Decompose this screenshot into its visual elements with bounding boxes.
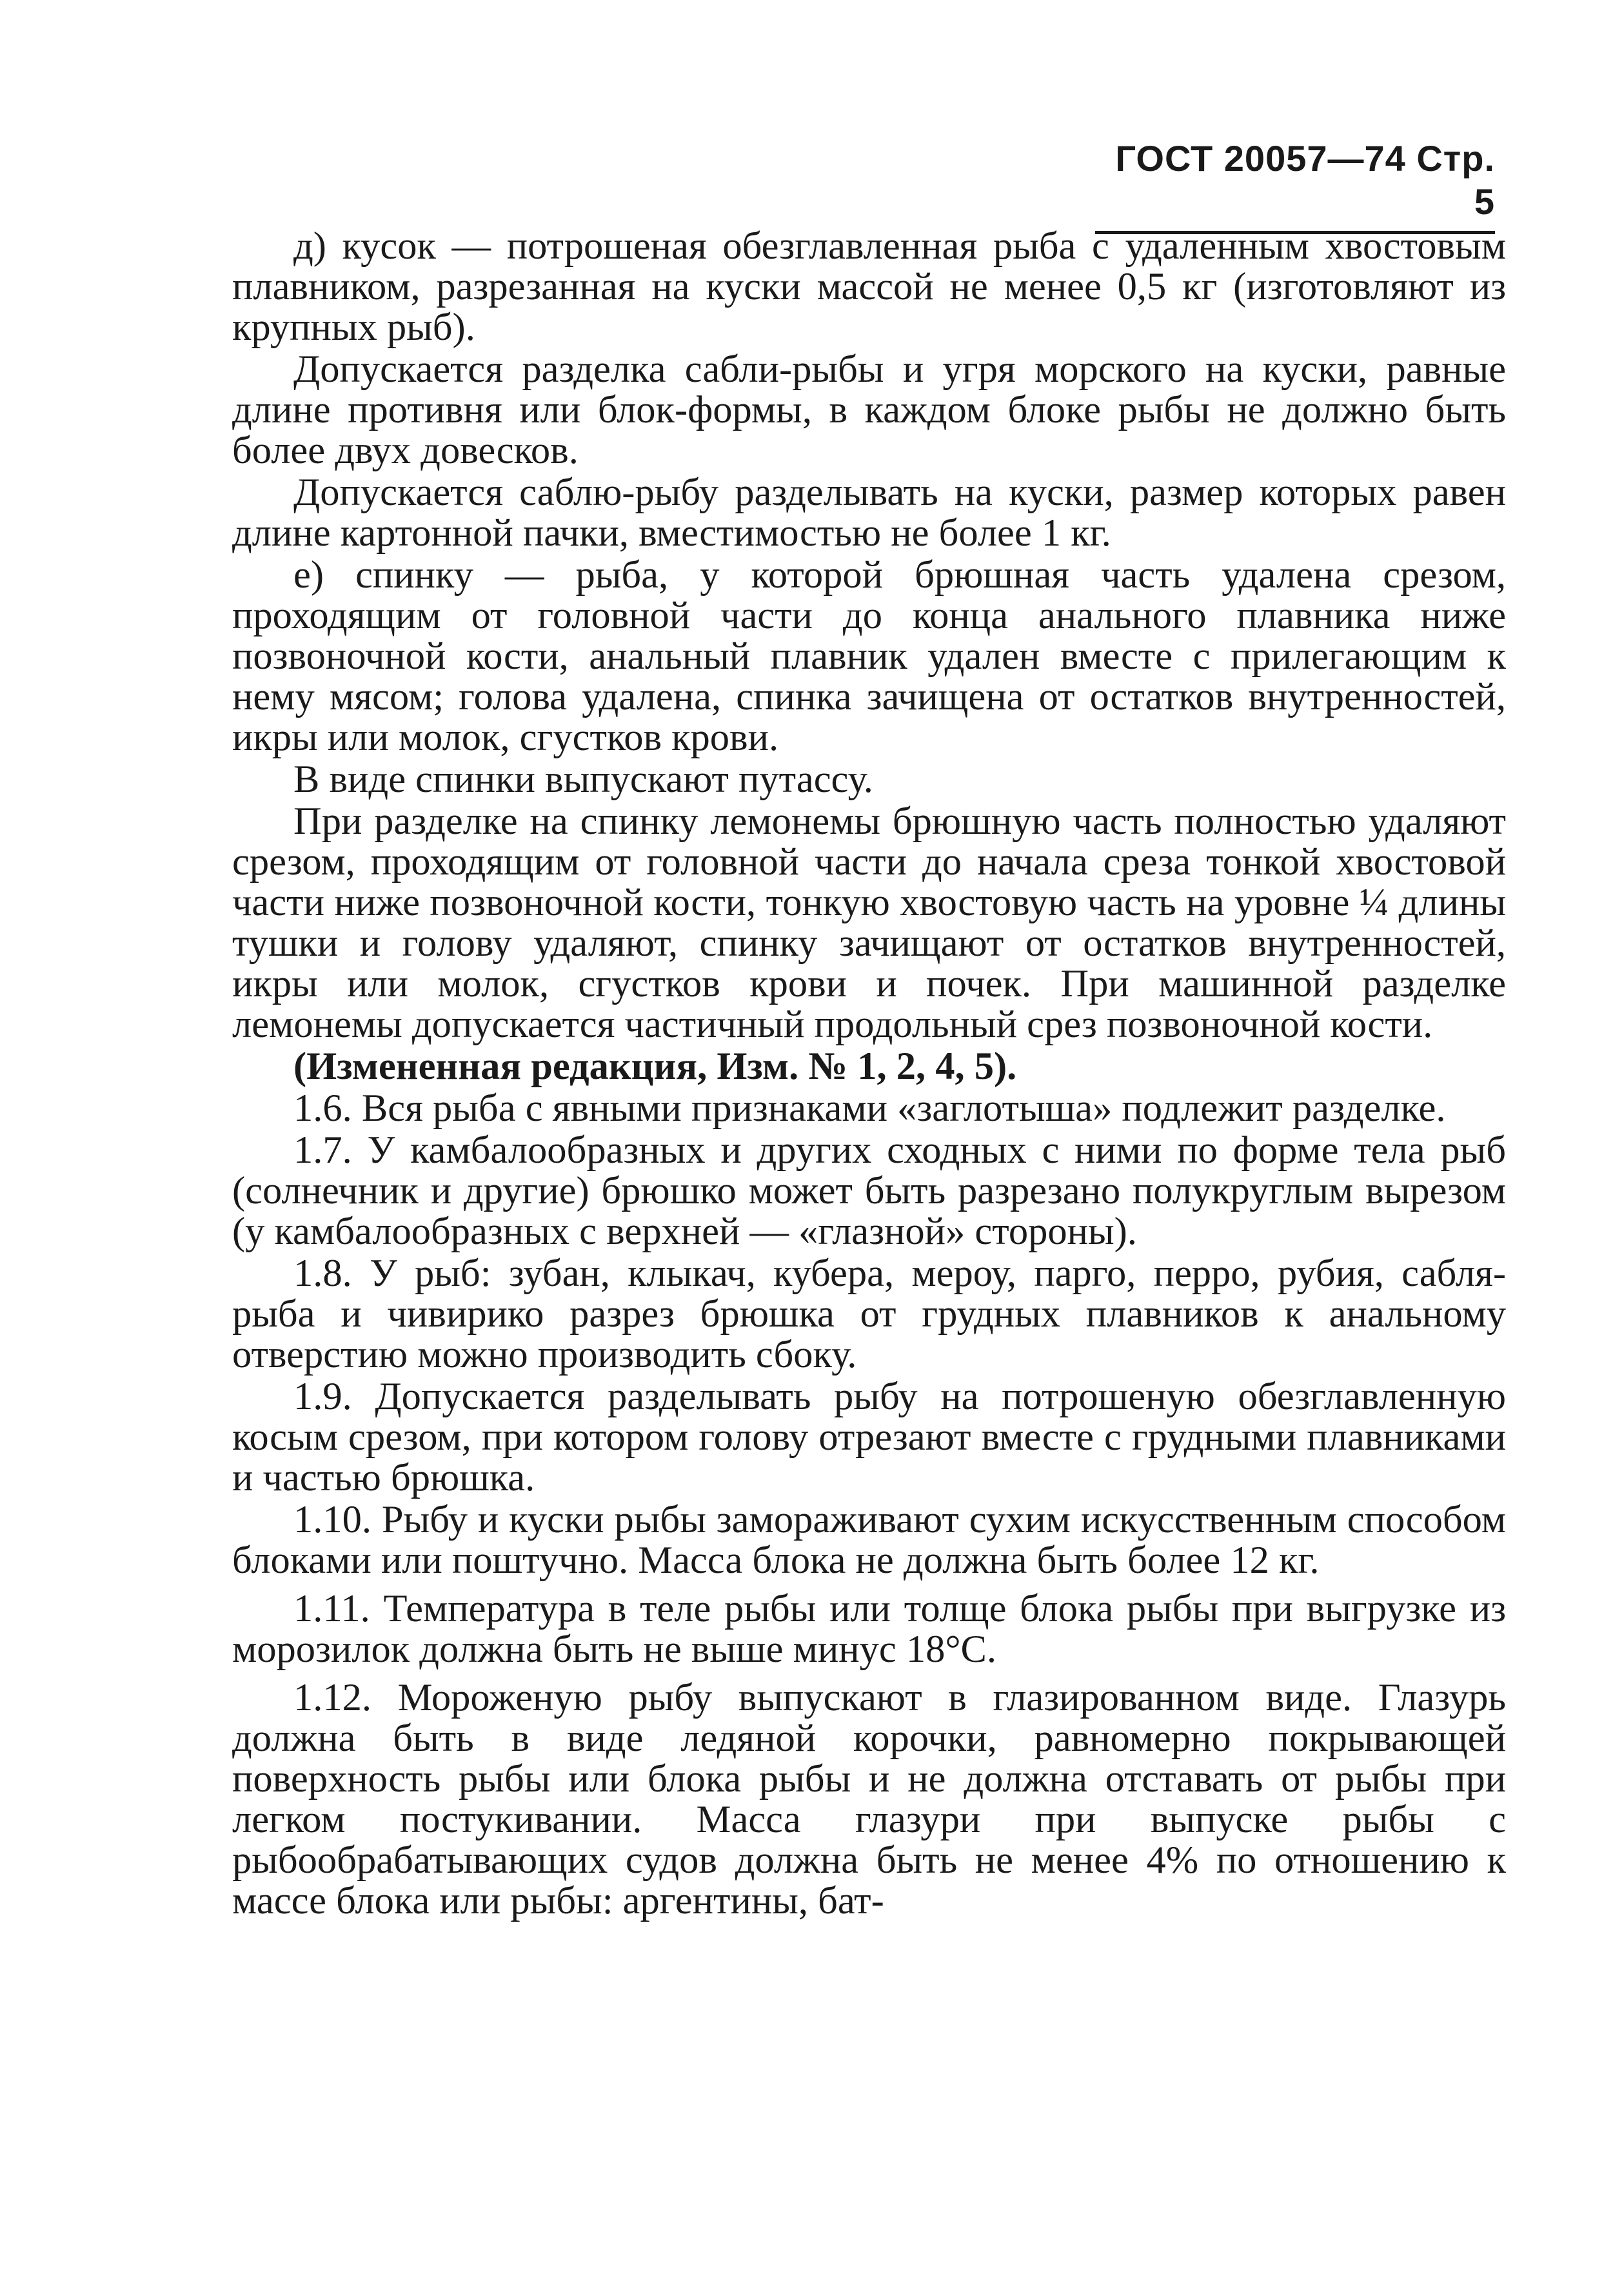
paragraph-lemonema: При разделке на спинку лемонемы брюшную часть полностью удаляют срезом, проходящим от головной части до начала среза тонкой хвостовой части ниже позвоночной кости, тонкую хвостовую часть на уровне ¼ длины тушки и голову удаляют, спинку зачищают от остатков внутренностей, икры или молок, сгустков крови и почек. При машинной разделке лемонемы допускается частичный продольный срез позвоночной кости.: [232, 800, 1506, 1046]
clause-1-6: 1.6. Вся рыба с явными признаками «заглотыша» подлежит разделке.: [293, 1087, 1446, 1130]
clause-1-11: 1.11. Температура в теле рыбы или толще блока рыбы при выгрузке из морозилок должна быть не выше минус 18°С.: [232, 1587, 1506, 1671]
clause-1-9: 1.9. Допускается разделывать рыбу на потрошеную обезглавленную косым срезом, при котором голову отрезают вместе с грудными плавниками и частью брюшка.: [232, 1375, 1506, 1499]
clause-1-12: 1.12. Мороженую рыбу выпускают в глазированном виде. Глазурь должна быть в виде ледяной корочки, равномерно покрывающей поверхность рыбы или блока рыбы и не должна отставать от рыбы при легком постукивании. Масса глазури при выпуске рыбы с рыбообрабатывающих судов должна быть не менее 4% по отношению к массе блока или рыбы: аргентины, бат-: [232, 1676, 1506, 1922]
paragraph-sablya-ugor: Допускается разделка сабли-рыбы и угря морского на куски, равные длине противня или блок-формы, в каждом блоке рыбы не должно быть более двух довесков.: [232, 348, 1506, 472]
paragraph-putassu: В виде спинки выпускают путассу.: [293, 758, 873, 801]
clause-1-8: 1.8. У рыб: зубан, клыкач, кубера, мероу, парго, перро, рубия, сабля-рыба и чивирико разрез брюшка от грудных плавников к анальному отверстию можно производить сбоку.: [232, 1252, 1506, 1376]
page-header: [1095, 137, 1495, 234]
amendment-note: (Измененная редакция, Изм. № 1, 2, 4, 5).: [293, 1045, 1017, 1088]
paragraph-sablya-pachka: Допускается саблю-рыбу разделывать на куски, размер которых равен длине картонной пачки, вместимостью не более 1 кг.: [232, 471, 1506, 555]
clause-1-7: 1.7. У камбалообразных и других сходных с ними по форме тела рыб (солнечник и другие) брюшко может быть разрезано полукруглым вырезом (у камбалообразных с верхней — «глазной» стороны).: [232, 1129, 1506, 1253]
paragraph-d-kusok: д) кусок — потрошеная обезглавленная рыба с удаленным хвостовым плавником, разрезанная на куски массой не менее 0,5 кг (изготовляют из крупных рыб).: [232, 224, 1506, 349]
document-body: [232, 226, 1506, 1922]
paragraph-e-spinka: е) спинку — рыба, у которой брюшная часть удалена срезом, проходящим от головной части до конца анального плавника ниже позвоночной кости, анальный плавник удален вместе с прилегающим к нему мясом; голова удалена, спинка зачищена от остатков внутренностей, икры или молок, сгустков крови.: [232, 553, 1506, 759]
clause-1-10: 1.10. Рыбу и куски рыбы замораживают сухим искусственным способом блоками или поштучно. Масса блока не должна быть более 12 кг.: [232, 1498, 1506, 1582]
document-header-title: ГОСТ 20057—74 Стр. 5: [1115, 138, 1495, 222]
